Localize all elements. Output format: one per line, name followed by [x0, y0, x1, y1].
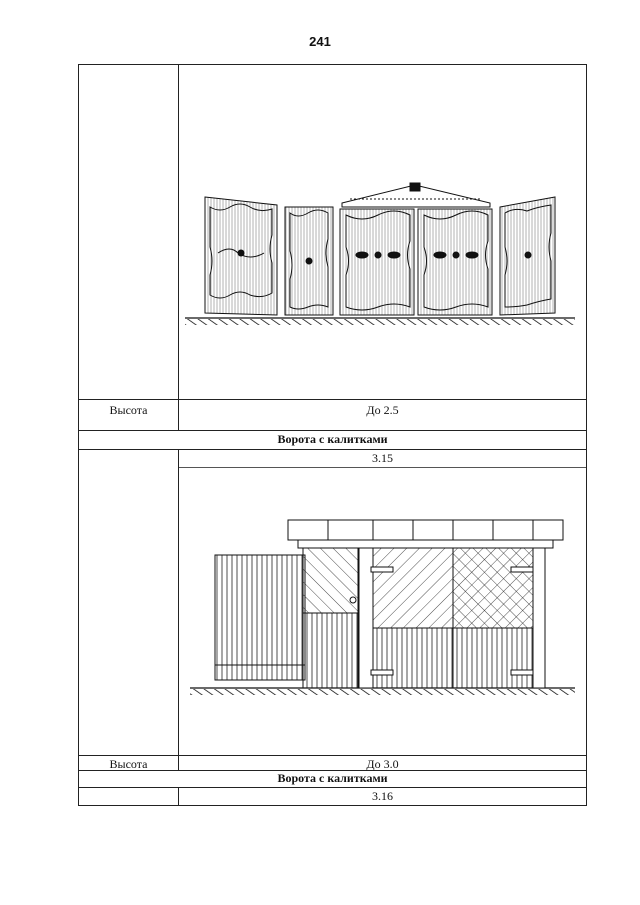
height-value: До 2.5 — [366, 403, 399, 417]
height-label: Высота — [109, 403, 148, 417]
row-divider — [79, 449, 586, 450]
row-divider — [79, 399, 586, 400]
height-label: Высота — [109, 757, 148, 771]
row-divider — [79, 430, 586, 431]
row-divider — [179, 467, 586, 468]
row-divider — [79, 755, 586, 756]
height-value: До 3.0 — [366, 757, 399, 771]
page-number: 241 — [309, 34, 331, 49]
section-title: Ворота с калитками — [277, 432, 388, 446]
forged-gates-drawing — [180, 175, 585, 335]
canopy-gates-drawing — [185, 515, 580, 705]
column-divider — [178, 449, 179, 770]
section-title: Ворота с калитками — [277, 771, 388, 785]
row-divider — [79, 787, 586, 788]
column-divider — [178, 65, 179, 430]
item-number: 3.16 — [372, 789, 393, 803]
item-number: 3.15 — [372, 451, 393, 465]
